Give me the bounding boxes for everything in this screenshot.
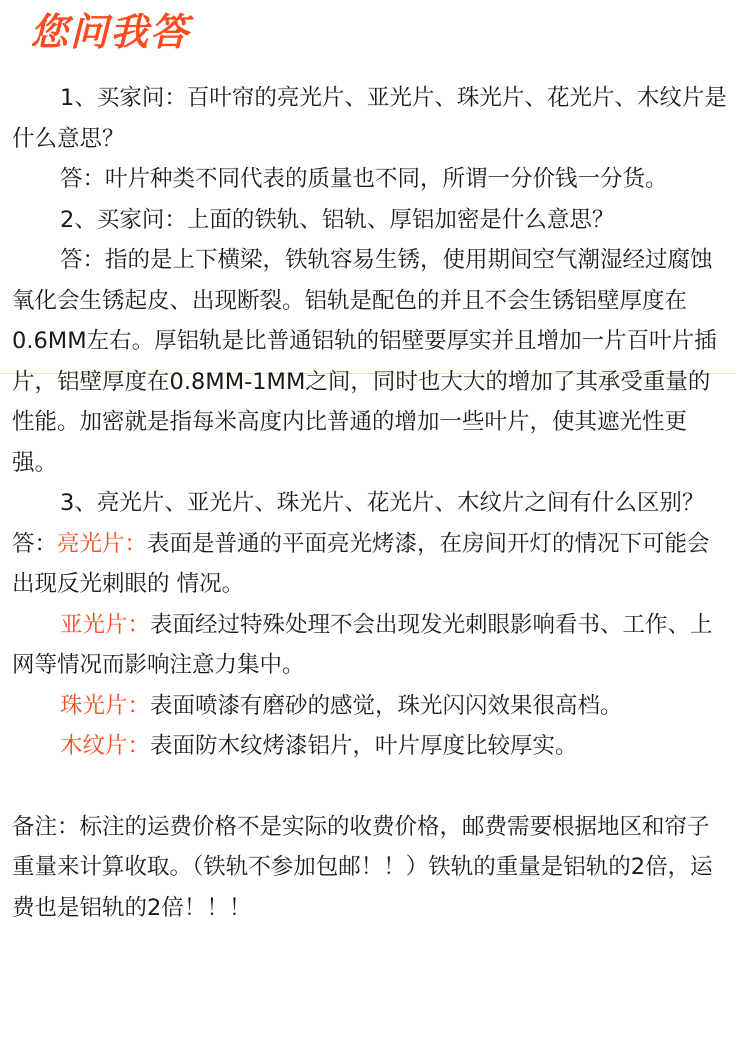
label-wood: 木纹片： — [60, 733, 151, 759]
label-gloss: 亮光片： — [57, 530, 148, 557]
text-gloss: 表面是普通的平面亮光烤漆，在房间开灯的情况下可能会出现反光刺眼的 情况。 — [12, 530, 710, 597]
faq-content — [12, 78, 730, 928]
spacer — [12, 767, 730, 807]
question-3: 3、亮光片、亚光片、珠光片、花光片、木纹片之间有什么区别？ — [60, 490, 705, 516]
text-matte: 表面经过特殊处理不会出现发光刺眼影响看书、工作、上网等情况而影响注意力集中。 — [12, 611, 713, 678]
label-pearl: 珠光片： — [60, 692, 151, 719]
answer-3-item-matte — [12, 605, 730, 686]
answer-1: 答：叶片种类不同代表的质量也不同，所谓一分价钱一分货。 — [60, 166, 668, 192]
question-2: 2、买家问：上面的铁轨、铝轨、厚铝加密是什么意思？ — [60, 206, 615, 233]
answer-3-prefix: 答： — [12, 530, 58, 557]
answer-3-item-pearl — [12, 686, 730, 727]
label-matte: 亚光片： — [60, 611, 151, 638]
text-wood: 表面防木纹烤漆铝片，叶片厚度比较厚实。 — [150, 733, 578, 759]
page-title: 您问我答 — [30, 9, 191, 54]
answer-3-item-gloss — [12, 524, 730, 605]
answer-2: 答：指的是上下横梁，铁轨容易生锈，使用期间空气潮湿经过腐蚀氧化会生锈起皮、出现断裂。铝轨是配色的并且不会生锈铝壁厚度在0.6MM左右。厚铝轨是比普通铝轨的铝壁要厚实并且增加一片百叶片插片，铝壁厚度在0.8MM-1MM之间，同时也大大的增加了其承受重量的性能。加密就是指每米高度内比普通的增加一些叶片，使其遮光性更强。 — [12, 247, 717, 476]
shipping-note: 备注：标注的运费价格不是实际的收费价格，邮费需要根据地区和帘子重量来计算收取。（铁轨不参加包邮！！）铁轨的重量是铝轨的2倍，运费也是铝轨的2倍！！！ — [12, 813, 713, 921]
text-pearl: 表面喷漆有磨砂的感觉，珠光闪闪效果很高档。 — [150, 692, 623, 719]
question-1: 1、买家问：百叶帘的亮光片、亚光片、珠光片、花光片、木纹片是什么意思？ — [12, 85, 727, 152]
answer-3-item-wood — [12, 726, 730, 767]
